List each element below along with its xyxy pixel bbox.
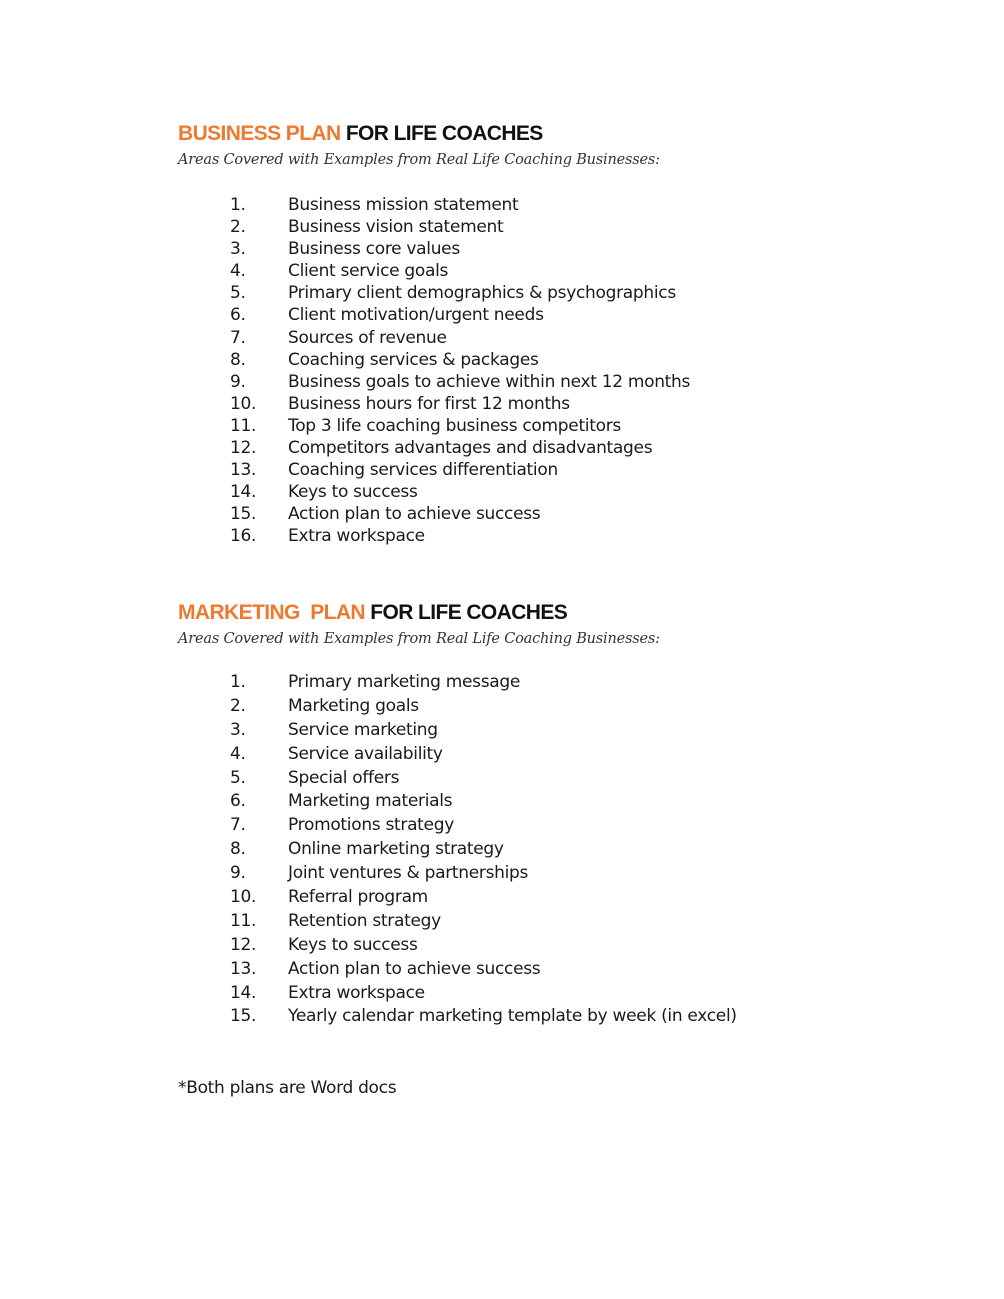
list-item-text: Action plan to achieve success	[288, 958, 541, 979]
list-item	[230, 327, 950, 349]
list-item	[230, 982, 950, 1006]
list-item	[230, 282, 950, 304]
list-item-number: 8.	[230, 349, 246, 370]
list-item	[230, 838, 950, 862]
list-item-number: 11.	[230, 910, 257, 931]
list-item-number: 13.	[230, 460, 257, 481]
marketing-plan-list	[230, 671, 950, 1029]
list-item-number: 10.	[230, 887, 257, 908]
list-item-text: Coaching services differentiation	[288, 460, 558, 481]
marketing-plan-heading	[178, 599, 958, 627]
marketing-plan-section	[178, 599, 958, 1027]
list-item	[230, 503, 950, 525]
list-item-text: Retention strategy	[288, 910, 441, 931]
marketing-plan-heading-accent: MARKETING PLAN	[178, 601, 365, 624]
business-plan-heading-accent: BUSINESS PLAN	[178, 122, 341, 145]
list-item	[230, 886, 950, 910]
list-item	[230, 1005, 950, 1029]
list-item-number: 2.	[230, 217, 246, 238]
list-item-text: Business vision statement	[288, 217, 504, 238]
list-item-text: Referral program	[288, 887, 428, 908]
list-item	[230, 194, 950, 216]
list-item-number: 11.	[230, 415, 257, 436]
list-item	[230, 719, 950, 743]
list-item-text: Keys to success	[288, 482, 418, 503]
marketing-plan-subtitle: Areas Covered with Examples from Real Life Coaching Businesses:	[178, 631, 660, 647]
footnote: *Both plans are Word docs	[178, 1078, 397, 1098]
list-item-text: Marketing goals	[288, 695, 419, 716]
list-item-text: Joint ventures & partnerships	[288, 863, 529, 884]
business-plan-section	[178, 120, 958, 547]
list-item-text: Coaching services & packages	[288, 349, 539, 370]
list-item-number: 10.	[230, 393, 257, 414]
list-item	[230, 790, 950, 814]
list-item-text: Primary marketing message	[288, 672, 521, 692]
list-item-number: 13.	[230, 958, 257, 979]
list-item-text: Keys to success	[288, 934, 418, 955]
list-item-text: Business goals to achieve within next 12 months	[288, 371, 691, 392]
list-item	[230, 481, 950, 503]
list-item-number: 7.	[230, 327, 246, 348]
list-item	[230, 304, 950, 326]
list-item-text: Yearly calendar marketing template by week (in excel)	[288, 1006, 737, 1027]
list-item	[230, 216, 950, 238]
list-item	[230, 767, 950, 791]
list-item-text: Sources of revenue	[288, 327, 447, 348]
list-item	[230, 862, 950, 886]
list-item	[230, 910, 950, 934]
list-item-text: Service availability	[288, 743, 443, 764]
list-item	[230, 393, 950, 415]
list-item-text: Business hours for first 12 months	[288, 393, 570, 414]
list-item-number: 2.	[230, 695, 246, 716]
list-item	[230, 743, 950, 767]
list-item-text: Primary client demographics & psychographics	[288, 283, 676, 304]
list-item-number: 14.	[230, 482, 257, 503]
list-item-number: 1.	[230, 195, 246, 215]
list-item-text: Online marketing strategy	[288, 839, 504, 860]
list-item-number: 8.	[230, 839, 246, 860]
list-item-number: 5.	[230, 283, 246, 304]
list-item-number: 3.	[230, 719, 246, 740]
list-item-number: 6.	[230, 305, 246, 326]
list-item	[230, 437, 950, 459]
list-item	[230, 260, 950, 282]
list-item	[230, 415, 950, 437]
list-item	[230, 934, 950, 958]
list-item-text: Business mission statement	[288, 195, 519, 215]
list-item-number: 9.	[230, 863, 246, 884]
business-plan-subtitle: Areas Covered with Examples from Real Life Coaching Businesses:	[178, 152, 660, 168]
list-item	[230, 238, 950, 260]
list-item-number: 16.	[230, 526, 257, 547]
list-item-text: Business core values	[288, 239, 460, 260]
list-item-number: 5.	[230, 767, 246, 788]
list-item-number: 4.	[230, 743, 246, 764]
list-item-number: 4.	[230, 261, 246, 282]
list-item-text: Top 3 life coaching business competitors	[288, 415, 621, 436]
list-item-text: Service marketing	[288, 719, 438, 740]
list-item-text: Promotions strategy	[288, 815, 454, 836]
list-item-number: 15.	[230, 1006, 257, 1027]
list-item-number: 3.	[230, 239, 246, 260]
list-item	[230, 814, 950, 838]
list-item-number: 9.	[230, 371, 246, 392]
list-item-text: Competitors advantages and disadvantages	[288, 438, 653, 459]
list-item-number: 7.	[230, 815, 246, 836]
list-item-number: 6.	[230, 791, 246, 812]
list-item-text: Client motivation/urgent needs	[288, 305, 544, 326]
list-item	[230, 371, 950, 393]
list-item-text: Marketing materials	[288, 791, 453, 812]
list-item	[230, 459, 950, 481]
list-item-number: 15.	[230, 504, 257, 525]
business-plan-list	[230, 194, 950, 548]
list-item-number: 12.	[230, 438, 257, 459]
list-item	[230, 525, 950, 547]
business-plan-heading-rest: FOR LIFE COACHES	[345, 122, 543, 145]
list-item-text: Special offers	[288, 767, 400, 788]
business-plan-heading	[178, 120, 958, 148]
list-item	[230, 695, 950, 719]
list-item-text: Extra workspace	[288, 982, 425, 1003]
list-item	[230, 671, 950, 695]
list-item	[230, 958, 950, 982]
marketing-plan-heading-rest: FOR LIFE COACHES	[370, 601, 568, 624]
list-item-text: Client service goals	[288, 261, 449, 282]
list-item	[230, 349, 950, 371]
list-item-text: Action plan to achieve success	[288, 504, 541, 525]
list-item-number: 12.	[230, 934, 257, 955]
list-item-number: 14.	[230, 982, 257, 1003]
list-item-text: Extra workspace	[288, 526, 425, 547]
list-item-number: 1.	[230, 672, 246, 692]
